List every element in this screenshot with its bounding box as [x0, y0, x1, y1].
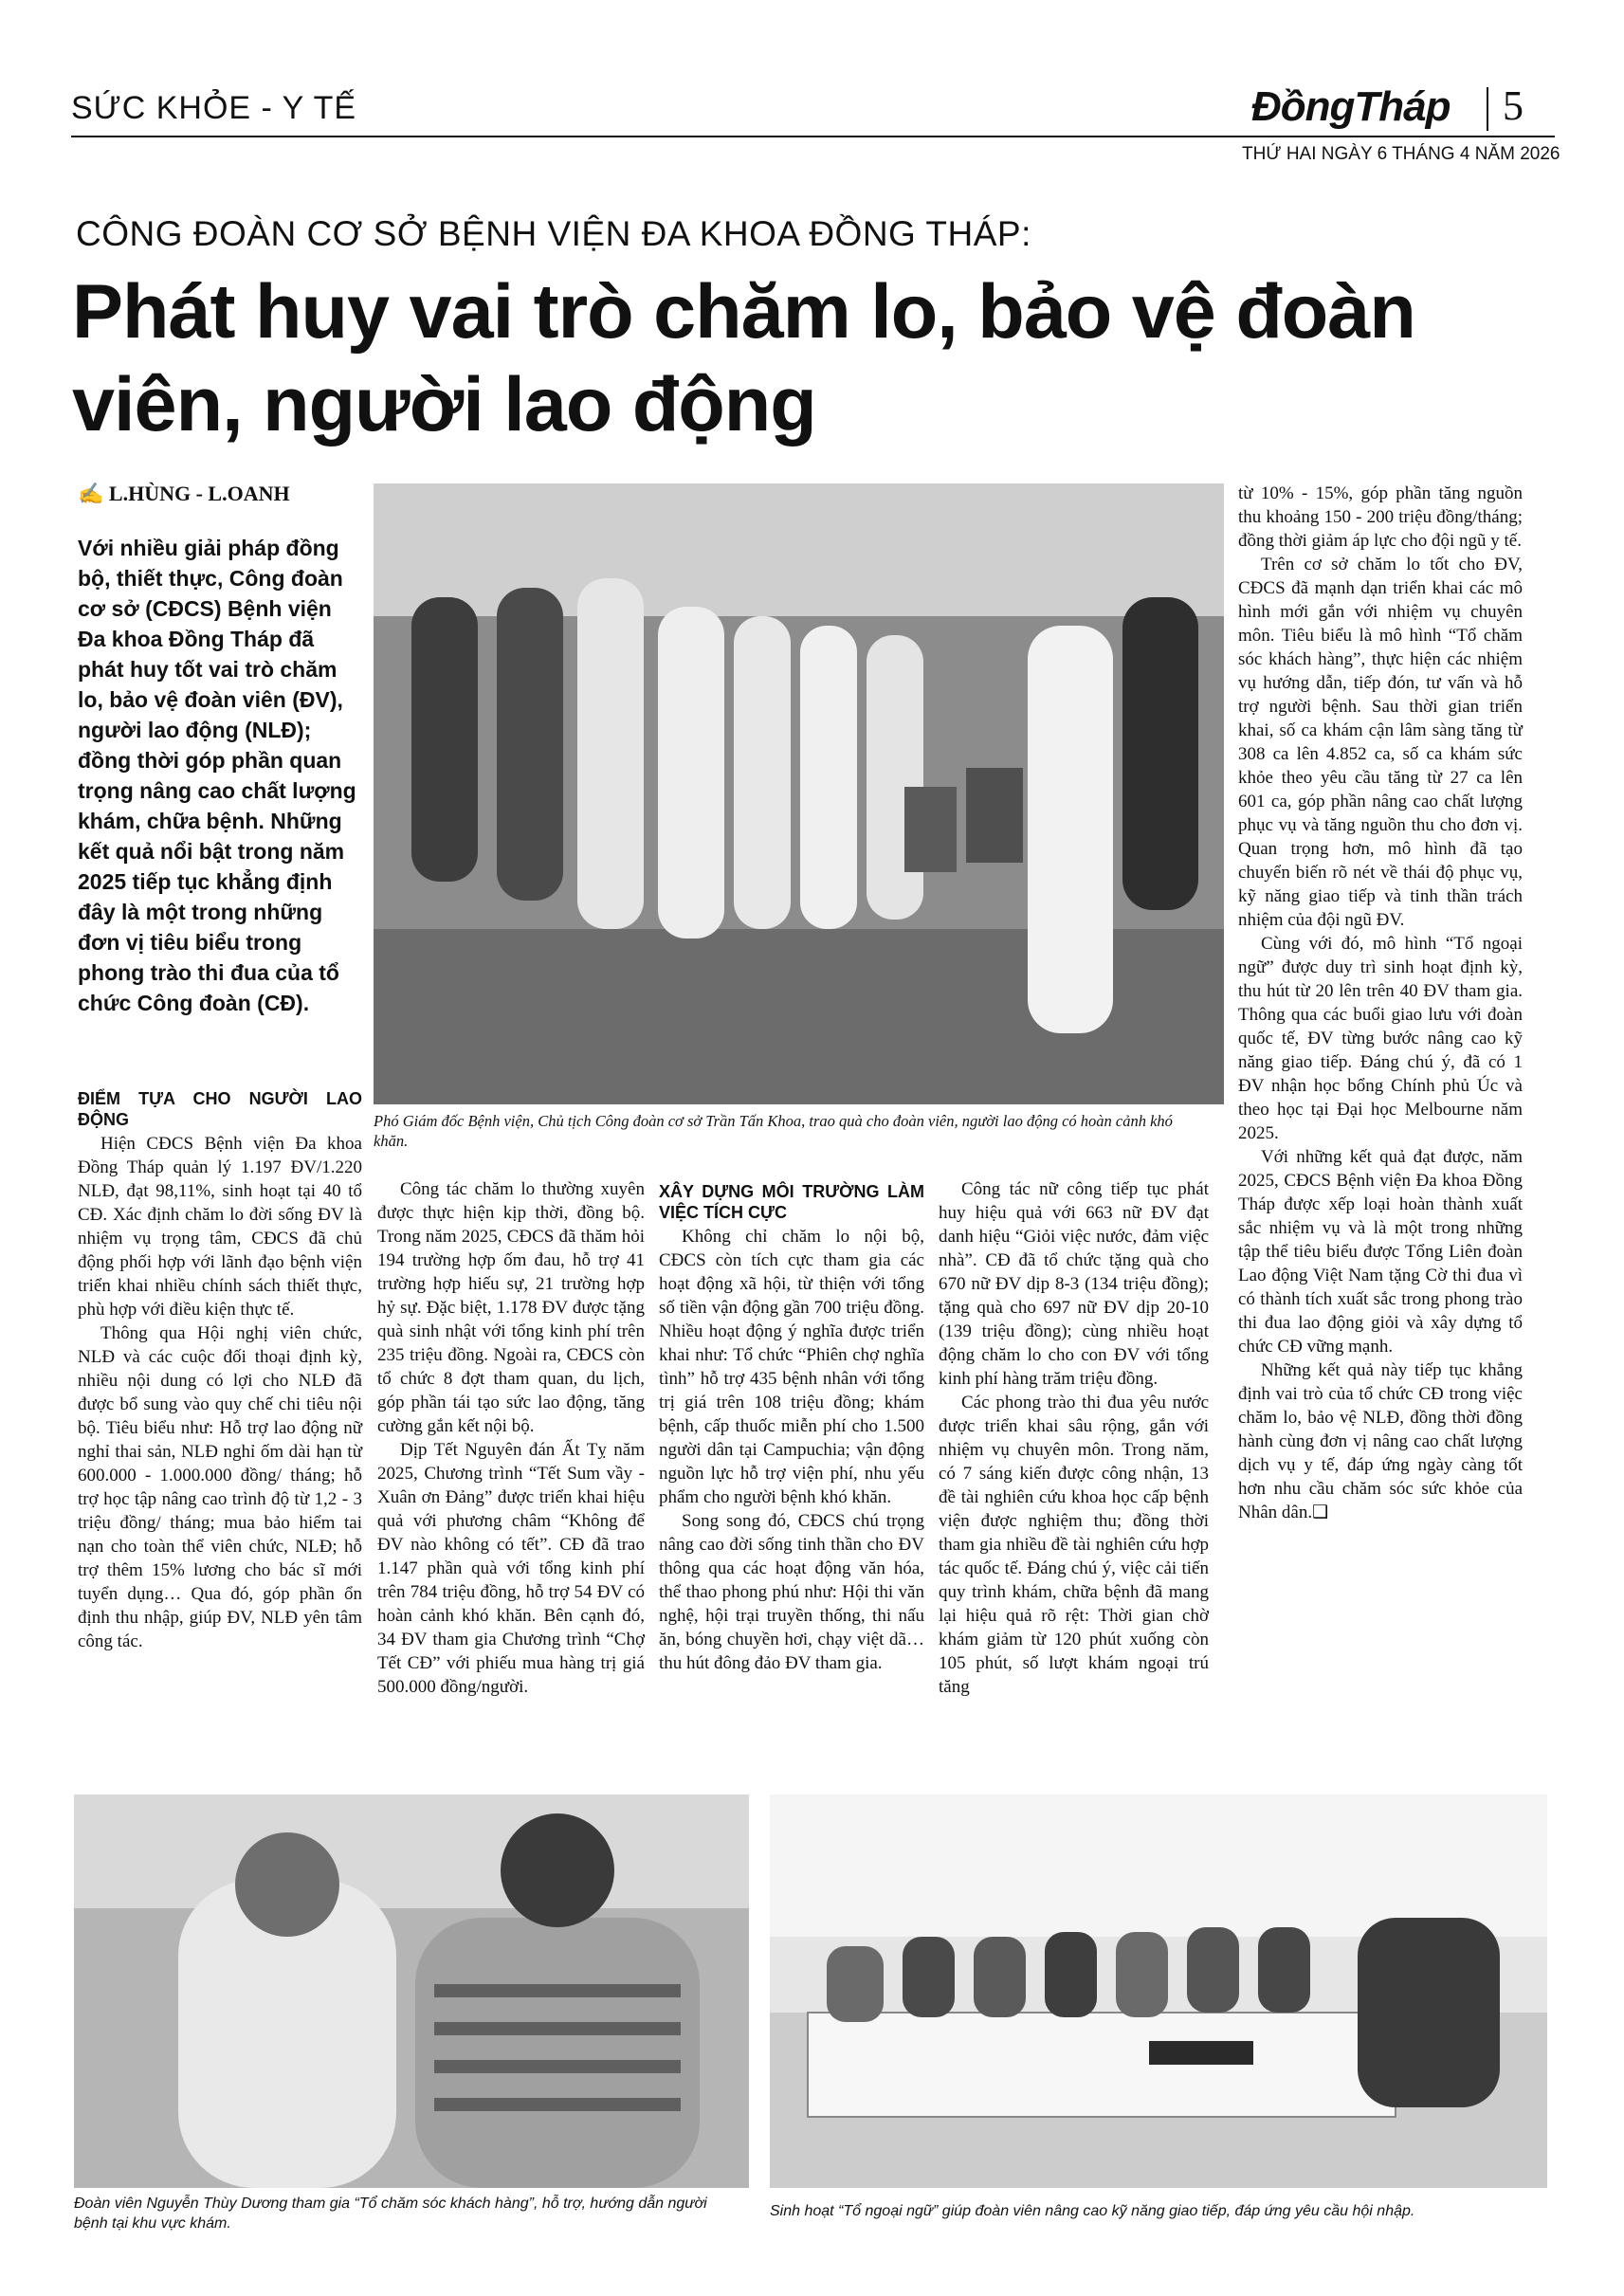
main-photo — [374, 483, 1224, 1104]
column-4 — [939, 1177, 1209, 1699]
paragraph: Dịp Tết Nguyên đán Ất Tỵ năm 2025, Chương trình “Tết Sum vầy - Xuân ơn Đảng” được triển khai hiệu quả với phương châm “Không để ĐV nào không có tết”. CĐ đã trao 1.147 phần quà với tổng kinh phí trên 784 triệu đồng, hỗ trợ 54 ĐV có hoàn cảnh khó khăn. Bên cạnh đó, 34 ĐV tham gia Chương trình “Chợ Tết CĐ” với phiếu mua hàng trị giá 500.000 đồng/người. — [377, 1440, 645, 1697]
paragraph: Song song đó, CĐCS chú trọng nâng cao đời sống tinh thần cho ĐV thông qua các hoạt động văn hóa, thể thao phong phú như: Hội thi văn nghệ, hội trại truyền thống, thi nấu ăn, bóng chuyền hơi, chạy việt dã… thu hút đông đảo ĐV tham gia. — [659, 1511, 924, 1673]
paragraph: Các phong trào thi đua yêu nước được triển khai sâu rộng, gắn với nhiệm vụ chuyên môn. Trong năm, có 7 sáng kiến được công nhận, 13 đề tài nghiên cứu khoa học cấp bệnh viện được nghiệm thu; đồng thời tham gia nhiều đề tài nghiên cứu hợp tác quốc tế. Đáng chú ý, việc cải tiến quy trình khám, chữa bệnh đã mang lại hiệu quả rõ rệt: Thời gian chờ khám giảm từ 120 phút xuống còn 105 phút, số lượt khám ngoại trú tăng — [939, 1393, 1209, 1697]
masthead-logo: ĐồngTháp — [1251, 83, 1451, 130]
pen-icon: ✍ — [78, 482, 104, 505]
column-3 — [659, 1181, 924, 1675]
paragraph: Những kết quả này tiếp tục khẳng định vai trò của tổ chức CĐ trong việc chăm lo, bảo vệ NLĐ, đồng thời đồng hành cùng đơn vị nâng cao chất lượng dịch vụ y tế, đáp ứng ngày càng tốt hơn nhu cầu chăm sóc sức khỏe của Nhân dân.❑ — [1238, 1360, 1523, 1522]
subhead-1: ĐIỂM TỰA CHO NGƯỜI LAO ĐỘNG — [78, 1089, 362, 1129]
paragraph: Hiện CĐCS Bệnh viện Đa khoa Đồng Tháp quản lý 1.197 ĐV/1.220 NLĐ, đạt 98,11%, sinh hoạt tại 40 tổ CĐ. Xác định chăm lo đời sống ĐV là nhiệm vụ trọng tâm, CĐCS đã chủ động phối hợp với lãnh đạo bệnh viện triển khai nhiều chính sách thiết thực, phù hợp với điều kiện thực tế. — [78, 1134, 362, 1320]
paragraph: Với những kết quả đạt được, năm 2025, CĐCS Bệnh viện Đa khoa Đồng Tháp được xếp loại hoàn thành xuất sắc nhiệm vụ và là một trong những tập thể tiêu biểu được Tổng Liên đoàn Lao động Việt Nam tặng Cờ thi đua vì có thành tích xuất sắc trong phong trào thi đua lao động giỏi và xây dựng tổ chức CĐ vững mạnh. — [1238, 1147, 1523, 1357]
paragraph: Công tác chăm lo thường xuyên được thực hiện kịp thời, đồng bộ. Trong năm 2025, CĐCS đã thăm hỏi 194 trường hợp ốm đau, hỗ trợ 41 trường hợp hiếu sự, 21 trường hợp hỷ sự. Đặc biệt, 1.178 ĐV được tặng quà sinh nhật với tổng kinh phí trên 235 triệu đồng. Ngoài ra, CĐCS còn tổ chức 8 đợt tham quan, du lịch, góp phần tái tạo sức lao động, tăng cường gắn kết nội bộ. — [377, 1179, 645, 1436]
issue-date: THỨ HAI NGÀY 6 THÁNG 4 NĂM 2026 — [1242, 144, 1560, 164]
paragraph: Cùng với đó, mô hình “Tổ ngoại ngữ” được duy trì sinh hoạt định kỳ, thu hút từ 20 lên trên 40 ĐV tham gia. Thông qua các buổi giao lưu với đoàn quốc tế, ĐV từng bước nâng cao kỹ năng giao tiếp. Đáng chú ý, đã có 1 ĐV nhận học bổng Chính phủ Úc và theo học tại Đại học Melbourne năm 2025. — [1238, 934, 1523, 1143]
paragraph: Thông qua Hội nghị viên chức, NLĐ và các cuộc đối thoại định kỳ, nhiều nội dung có lợi cho NLĐ đã được bổ sung vào quy chế chi tiêu nội bộ. Tiêu biểu như: Hỗ trợ lao động nữ nghỉ thai sản, NLĐ nghỉ ốm dài hạn từ 600.000 - 1.000.000 đồng/ tháng; hỗ trợ học tập nâng cao trình độ từ 1,2 - 3 triệu đồng/ tháng; mua bảo hiểm tai nạn cho toàn thể viên chức, NLĐ; hỗ trợ thêm 15% lương cho bác sĩ mới tuyển dụng… Qua đó, góp phần ổn định thu nhập, giúp ĐV, NLĐ yên tâm công tác. — [78, 1323, 362, 1651]
bottom-right-caption: Sinh hoạt “Tổ ngoại ngữ” giúp đoàn viên nâng cao kỹ năng giao tiếp, đáp ứng yêu cầu hội nhập. — [770, 2203, 1415, 2219]
header-rule — [71, 136, 1555, 137]
column-2 — [377, 1177, 645, 1699]
bottom-left-caption: Đoàn viên Nguyễn Thùy Dương tham gia “Tổ chăm sóc khách hàng”, hỗ trợ, hướng dẫn người bệnh tại khu vực khám. — [74, 2196, 707, 2232]
masthead-divider — [1487, 87, 1488, 131]
bottom-right-photo — [770, 1795, 1547, 2188]
main-photo-caption: Phó Giám đốc Bệnh viện, Chủ tịch Công đoàn cơ sở Trần Tấn Khoa, trao quà cho đoàn viên, người lao động có hoàn cảnh khó khăn. — [374, 1112, 1173, 1150]
article-kicker: CÔNG ĐOÀN CƠ SỞ BỆNH VIỆN ĐA KHOA ĐỒNG THÁP: — [76, 214, 1031, 253]
column-1 — [78, 1088, 362, 1653]
page-number: 5 — [1503, 82, 1524, 129]
column-5 — [1238, 482, 1523, 1524]
section-title: SỨC KHỎE - Y TẾ — [71, 90, 357, 126]
byline — [78, 482, 290, 506]
byline-authors: L.HÙNG - L.OANH — [108, 482, 290, 505]
article-lead: Với nhiều giải pháp đồng bộ, thiết thực, Công đoàn cơ sở (CĐCS) Bệnh viện Đa khoa Đồng Tháp đã phát huy tốt vai trò chăm lo, bảo vệ đoàn viên (ĐV), người lao động (NLĐ); đồng thời góp phần quan trọng nâng cao chất lượng khám, chữa bệnh. Những kết quả nổi bật trong năm 2025 tiếp tục khẳng định đây là một trong những đơn vị tiêu biểu trong phong trào thi đua của tổ chức Công đoàn (CĐ). — [78, 536, 356, 1015]
paragraph: từ 10% - 15%, góp phần tăng nguồn thu khoảng 150 - 200 triệu đồng/tháng; đồng thời giảm áp lực cho đội ngũ y tế. — [1238, 483, 1523, 551]
subhead-2: XÂY DỰNG MÔI TRƯỜNG LÀM VIỆC TÍCH CỰC — [659, 1182, 924, 1222]
article-headline: Phát huy vai trò chăm lo, bảo vệ đoàn viên, người lao động — [72, 269, 1415, 447]
paragraph: Trên cơ sở chăm lo tốt cho ĐV, CĐCS đã mạnh dạn triển khai các mô hình mới gắn với nhiệm vụ chuyên môn. Tiêu biểu là mô hình “Tổ chăm sóc khách hàng”, thực hiện các nhiệm vụ hướng dẫn, tiếp đón, tư vấn và hỗ trợ người bệnh. Sau thời gian triển khai, số ca khám cận lâm sàng tăng từ 308 ca lên 4.852 ca, số ca khám sức khỏe theo yêu cầu tăng từ 27 ca lên 601 ca, góp phần nâng cao chất lượng phục vụ và tăng nguồn thu cho đơn vị. Quan trọng hơn, mô hình đã tạo chuyển biến rõ nét về thái độ phục vụ, kỹ năng giao tiếp và tinh thần trách nhiệm của đội ngũ ĐV. — [1238, 555, 1523, 930]
paragraph: Công tác nữ công tiếp tục phát huy hiệu quả với 663 nữ ĐV đạt danh hiệu “Giỏi việc nước, đảm việc nhà”. CĐ đã tổ chức tặng quà cho 670 nữ ĐV dịp 8-3 (134 triệu đồng); tặng quà cho 697 nữ ĐV dịp 20-10 (139 triệu đồng); cùng nhiều hoạt động chăm lo cho con ĐV với tổng kinh phí hàng trăm triệu đồng. — [939, 1179, 1209, 1389]
paragraph: Không chỉ chăm lo nội bộ, CĐCS còn tích cực tham gia các hoạt động xã hội, từ thiện với tổng số tiền vận động gần 700 triệu đồng. Nhiều hoạt động ý nghĩa được triển khai như: Tổ chức “Phiên chợ nghĩa tình” hỗ trợ 435 bệnh nhân với tổng trị giá trên 108 triệu đồng; khám bệnh, cấp thuốc miễn phí cho 1.500 người dân tại Campuchia; vận động nguồn lực hỗ trợ viện phí, nhu yếu phẩm cho người bệnh khó khăn. — [659, 1227, 924, 1507]
bottom-left-photo — [74, 1795, 749, 2188]
